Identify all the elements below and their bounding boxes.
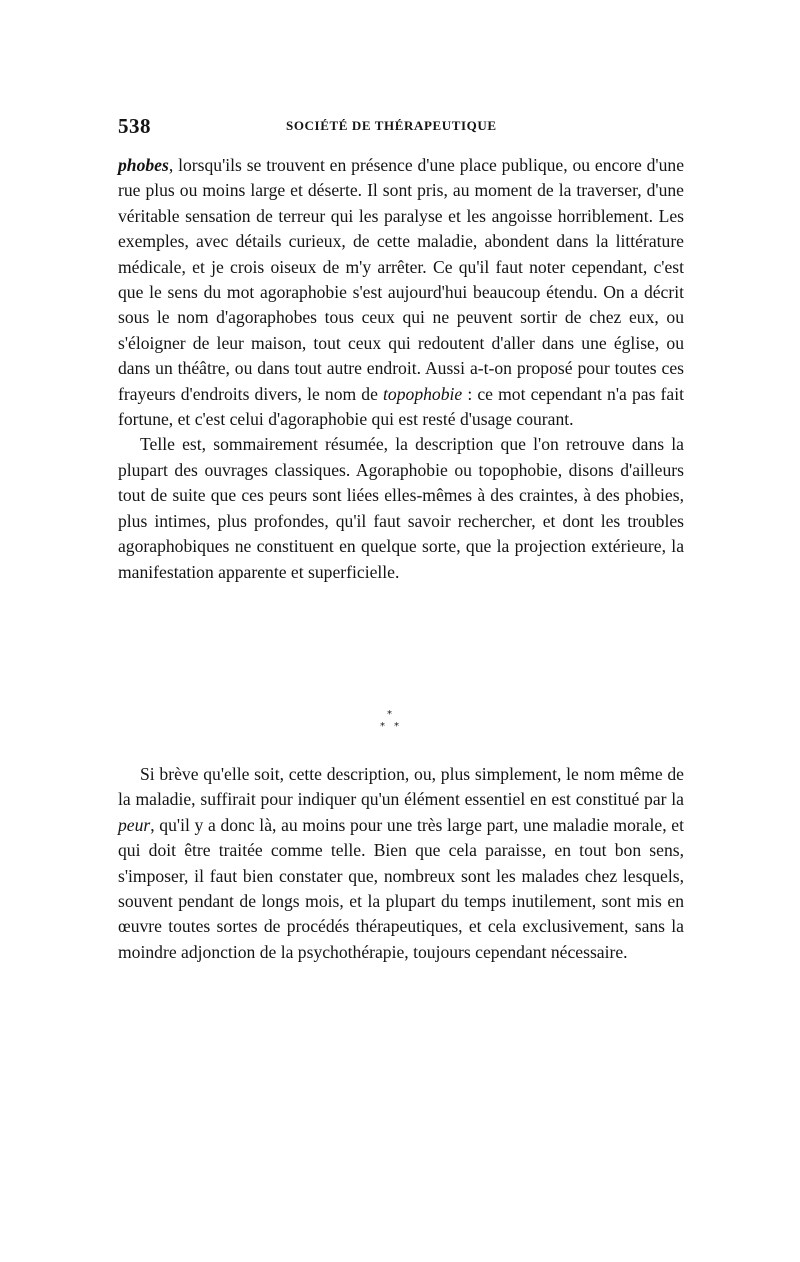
asterism-star-top: *	[387, 709, 392, 720]
text-block-lower	[118, 762, 684, 965]
page-header	[118, 114, 684, 138]
italic-word-peur: peur	[118, 814, 151, 835]
paragraph-1-text: , lorsqu'ils se trouvent en présence d'une place publique, ou encore d'une rue plus ou moins large et déserte. Il sont pris, au moment de la traverser, d'une véritable sensation de terreur qui les paralyse et les angoisse horriblement. Les exemples, avec détails curieux, de cette maladie, abondent dans la littérature médicale, et je crois oiseux de m'y arrêter. Ce qu'il faut noter cependant, c'est que le sens du mot agoraphobie s'est aujourd'hui beaucoup étendu. On a décrit sous le nom d'agoraphobes tous ceux qui ne peuvent sortir de chez eux, ou s'éloigner de leur maison, tout ceux qui redoutent d'aller dans une église, ou dans un théâtre, ou dans tout autre endroit. Aussi a-t-on proposé pour toutes ces frayeurs d'endroits divers, le nom de	[118, 155, 684, 404]
paragraph-3	[118, 762, 684, 965]
paragraph-1	[118, 153, 684, 432]
italic-word-phobes: phobes	[118, 155, 169, 175]
asterism-star-right: *	[394, 721, 399, 732]
section-asterism	[372, 710, 412, 740]
paragraph-3-end: , qu'il y a donc là, au moins pour une très large part, une maladie morale, et qui doit être traitée comme telle. Bien que cela paraisse, en tout bon sens, s'imposer, il faut bien constater que, nombreux sont les malades chez lesquels, souvent pendant de longs mois, et la plupart du temps inutilement, sont mis en œuvre toutes sortes de procédés thérapeutiques, et cela exclusivement, sans la moindre adjonction de la psychothérapie, toujours cependant nécessaire.	[118, 814, 684, 962]
paragraph-3-text: Si brève qu'elle soit, cette description, ou, plus simplement, le nom même de la maladie, suffirait pour indiquer qu'un élément essentiel en est constitué par la	[118, 764, 684, 810]
asterism-star-left: *	[380, 721, 385, 732]
running-head: SOCIÉTÉ DE THÉRAPEUTIQUE	[286, 118, 497, 133]
paragraph-1-end: : ce mot cependant n'a pas fait fortune, et c'est celui d'agoraphobie qui est resté d'usage courant.	[118, 383, 684, 430]
text-block-upper	[118, 153, 684, 585]
italic-word-topophobie: topophobie	[383, 383, 463, 404]
paragraph-2: Telle est, sommairement résumée, la description que l'on retrouve dans la plupart des ouvrages classiques. Agoraphobie ou topophobie, disons d'ailleurs tout de suite que ces peurs sont liées elles-mêmes à des craintes, à des phobies, plus intimes, plus profondes, qu'il faut savoir rechercher, et dont les troubles agoraphobiques ne constituent en quelque sorte, que la projection extérieure, la manifestation apparente et superficielle.	[118, 434, 684, 582]
page-number: 538	[118, 114, 151, 138]
